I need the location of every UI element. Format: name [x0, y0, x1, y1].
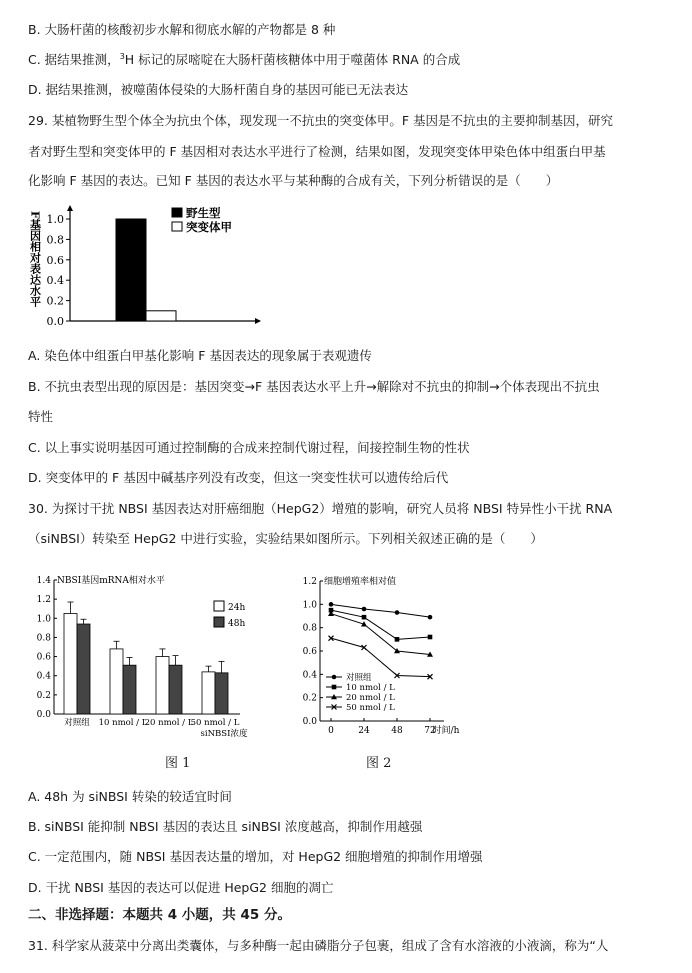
legend-label: 20 nmol / L — [346, 693, 395, 703]
y-tick-label: 0.6 — [36, 652, 51, 663]
y-tick-label: 0.8 — [36, 633, 51, 644]
text-line: A. 染色体中组蛋白甲基化影响 F 基因表达的现象属于表观遗传 — [28, 348, 372, 363]
y-tick-label: 0.8 — [46, 233, 64, 247]
x-axis-label: siNBSI浓度 — [200, 729, 248, 739]
y-tick-label: 1.2 — [302, 577, 317, 587]
y-tick-label: 0.8 — [302, 623, 317, 634]
y-tick-label: 0.6 — [302, 647, 317, 657]
point-marker — [332, 685, 337, 690]
y-axis-arrow — [67, 205, 73, 211]
bar — [169, 665, 182, 714]
y-tick-label: 1.0 — [36, 614, 51, 625]
x-tick-label: 48 — [391, 726, 403, 736]
bar-wild-type — [116, 219, 146, 321]
bar — [64, 614, 77, 715]
figure-2-caption: 图 2 — [366, 756, 392, 771]
cell-proliferation-line-chart — [296, 572, 486, 752]
legend-label: 50 nmol / L — [346, 703, 395, 713]
text-line: 29. 某植物野生型个体全为抗虫个体，现发现一不抗虫的突变体甲。F 基因是不抗虫的主要抑制基因，研究 — [28, 113, 614, 128]
point-marker — [395, 610, 400, 615]
chart-title: 细胞增殖率相对值 — [324, 577, 397, 587]
y-tick-label: 0.2 — [302, 693, 317, 704]
bar — [123, 665, 136, 714]
point-marker — [428, 615, 433, 620]
text-line: B. 大肠杆菌的核酸初步水解和彻底水解的产物都是 8 种 — [28, 22, 336, 37]
point-marker — [395, 637, 400, 642]
text-line: D. 干扰 NBSI 基因的表达可以促进 HepG2 细胞的凋亡 — [28, 880, 334, 895]
point-marker — [428, 635, 433, 640]
x-tick-label: 72 — [424, 726, 436, 736]
text-line: 30. 为探讨干扰 NBSI 基因表达对肝癌细胞（HepG2）增殖的影响，研究人员将 NBSI 特异性小干扰 RNA — [28, 501, 613, 516]
bar — [215, 673, 228, 714]
y-tick-label: 0.0 — [36, 710, 51, 720]
legend-swatch — [214, 601, 224, 611]
y-tick-label: 0.4 — [46, 274, 64, 288]
x-tick-label: 24 — [358, 726, 370, 736]
text-line: B. 不抗虫表型出现的原因是：基因突变→F 基因表达水平上升→解除对不抗虫的抑制→个体表现出不抗虫 — [28, 379, 600, 394]
text-line: D. 突变体甲的 F 基因中碱基序列没有改变，但这一突变性状可以遗传给后代 — [28, 470, 449, 485]
legend-label: 48h — [228, 619, 246, 629]
y-axis-label: F基因相对表达水平 — [28, 211, 42, 307]
y-tick-label: 0.4 — [302, 670, 317, 681]
text-line: D. 据结果推测，被噬菌体侵染的大肠杆菌自身的基因可能已无法表达 — [28, 82, 409, 97]
y-tick-label: 0.2 — [46, 294, 64, 308]
y-tick-label: 1.0 — [46, 213, 64, 226]
text-line: 化影响 F 基因的表达。已知 F 基因的表达水平与某种酶的合成有关，下列分析错误的是（ ） — [28, 173, 559, 188]
f-gene-expression-chart — [28, 203, 268, 333]
text-line: 31. 科学家从菠菜中分离出类囊体，与多种酶一起由磷脂分子包裹，组成了含有水溶液的小液滴，称为“人 — [28, 938, 609, 953]
series-line — [331, 638, 430, 677]
nbsi-mrna-bar-chart — [28, 572, 268, 752]
y-tick-label: 0.4 — [36, 671, 51, 682]
bar — [156, 657, 169, 714]
bar — [77, 624, 90, 714]
legend-label: 10 nmol / L — [346, 683, 395, 693]
text-line: C. 一定范围内，随 NBSI 基因表达量的增加，对 HepG2 细胞增殖的抑制作用增强 — [28, 849, 483, 864]
x-axis-arrow — [255, 318, 261, 324]
series-line — [331, 610, 430, 639]
text-line: 者对野生型和突变体甲的 F 基因相对表达水平进行了检测，结果如图，发现突变体甲染色体中组蛋白甲基 — [28, 144, 606, 159]
bar — [110, 649, 123, 714]
chart-title: NBSI基因mRNA相对水平 — [57, 576, 165, 586]
point-marker — [329, 602, 334, 607]
x-axis-label: 时间/h — [432, 726, 460, 736]
y-tick-label: 1.0 — [302, 600, 317, 611]
section-heading: 二、非选择题：本题共 4 小题，共 45 分。 — [28, 907, 291, 923]
point-marker — [332, 675, 337, 680]
figure-1-caption: 图 1 — [165, 756, 191, 771]
category-label: 10 nmol / L — [98, 718, 148, 728]
bar-mutant — [146, 311, 176, 321]
y-tick-label: 0.0 — [46, 315, 64, 328]
y-tick-label: 0.2 — [36, 690, 51, 701]
text-line: （siNBSI）转染至 HepG2 中进行实验，实验结果如图所示。下列相关叙述正确的是（ ） — [28, 531, 543, 546]
text-line: A. 48h 为 siNBSI 转染的较适宜时间 — [28, 789, 232, 804]
category-label: 对照组 — [64, 718, 90, 728]
category-label: 20 nmol / L — [144, 718, 194, 728]
legend-swatch — [172, 222, 182, 231]
text-line: 特性 — [28, 409, 54, 424]
y-tick-label: 1.2 — [36, 595, 51, 606]
bar — [202, 672, 215, 714]
y-tick-label: 1.4 — [36, 576, 51, 586]
legend-label: 野生型 — [186, 206, 221, 220]
legend-label: 突变体甲 — [186, 220, 232, 234]
legend-label: 对照组 — [346, 673, 372, 683]
category-label: 50 nmol / L — [190, 718, 240, 728]
series-line — [331, 604, 430, 617]
legend-swatch — [172, 208, 182, 217]
point-marker — [362, 607, 367, 612]
y-tick-label: 0.6 — [46, 253, 64, 267]
series-line — [331, 614, 430, 655]
y-tick-label: 0.0 — [302, 717, 317, 727]
legend-label: 24h — [228, 603, 246, 613]
text-line: C. 据结果推测，$^3$H 标记的尿嘧啶在大肠杆菌核糖体中用于噬菌体 RNA 的合成 — [28, 52, 461, 67]
x-tick-label: 0 — [328, 726, 334, 736]
text-line: B. siNBSI 能抑制 NBSI 基因的表达且 siNBSI 浓度越高，抑制作用越强 — [28, 819, 423, 834]
text-line: C. 以上事实说明基因可通过控制酶的合成来控制代谢过程，间接控制生物的性状 — [28, 440, 470, 455]
point-marker — [362, 615, 367, 620]
legend-swatch — [214, 617, 224, 627]
